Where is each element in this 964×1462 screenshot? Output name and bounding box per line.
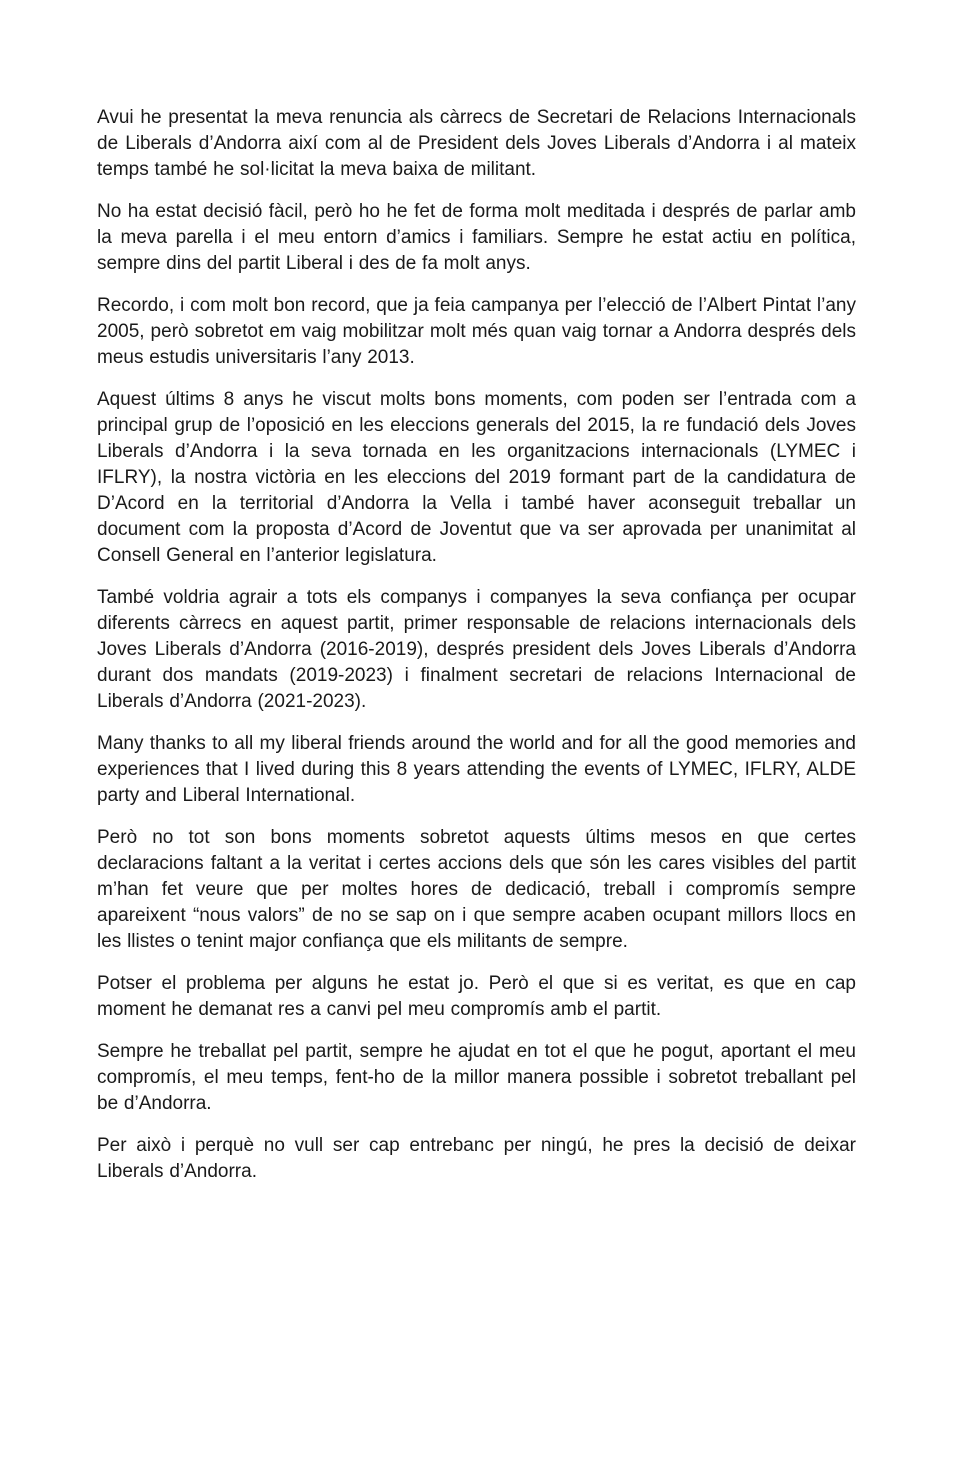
paragraph-4: Aquest últims 8 anys he viscut molts bons moments, com poden ser l’entrada com a principal grup de l’oposició en les eleccions generals del 2015, la re fundació dels Joves Liberals d’Andorra i la seva tornada en les organitzacions internacionals (LYMEC i IFLRY), la nostra victòria en les eleccions del 2019 formant part de la candidatura de D’Acord en la territorial d’Andorra la Vella i també haver aconseguit treballar un document com la proposta d’Acord de Joventut que va ser aprovada per unanimitat al Consell General en l’anterior legislatura.	[97, 389, 856, 566]
paragraph-1: Avui he presentat la meva renuncia als càrrecs de Secretari de Relacions Internacionals de Liberals d’Andorra així com al de President dels Joves Liberals d’Andorra i al mateix temps també he sol·licitat la meva baixa de militant.	[97, 107, 856, 180]
paragraph-2: No ha estat decisió fàcil, però ho he fet de forma molt meditada i després de parlar amb la meva parella i el meu entorn d’amics i familiars. Sempre he estat actiu en política, sempre dins del partit Liberal i des de fa molt anys.	[97, 201, 856, 274]
paragraph-8: Potser el problema per alguns he estat jo. Però el que si es veritat, es que en cap moment he demanat res a canvi pel meu compromís amb el partit.	[97, 973, 856, 1020]
paragraph-6: Many thanks to all my liberal friends around the world and for all the good memories and experiences that I lived during this 8 years attending the events of LYMEC, IFLRY, ALDE party and Liberal International.	[97, 733, 856, 806]
paragraph-10: Per això i perquè no vull ser cap entrebanc per ningú, he pres la decisió de deixar Liberals d’Andorra.	[97, 1135, 856, 1182]
paragraph-7: Però no tot son bons moments sobretot aquests últims mesos en que certes declaracions faltant a la veritat i certes accions dels que són les cares visibles del partit m’han fet veure que per moltes hores de dedicació, treball i compromís sempre apareixent “nous valors” de no se sap on i que sempre acaben ocupant millors llocs en les llistes o tenint major confiança que els militants de sempre.	[97, 827, 856, 952]
paragraph-5: També voldria agrair a tots els companys i companyes la seva confiança per ocupar diferents càrrecs en aquest partit, primer responsable de relacions internacionals dels Joves Liberals d’Andorra (2016-2019), després president dels Joves Liberals d’Andorra durant dos mandats (2019-2023) i finalment secretari de relacions Internacional de Liberals d’Andorra (2021-2023).	[97, 587, 856, 712]
paragraph-3: Recordo, i com molt bon record, que ja feia campanya per l’elecció de l’Albert Pintat l’any 2005, però sobretot em vaig mobilitzar molt més quan vaig tornar a Andorra després dels meus estudis universitaris l’any 2013.	[97, 295, 856, 368]
paragraph-9: Sempre he treballat pel partit, sempre he ajudat en tot el que he pogut, aportant el meu compromís, el meu temps, fent-ho de la millor manera possible i sobretot treballant pel be d’Andorra.	[97, 1041, 856, 1114]
